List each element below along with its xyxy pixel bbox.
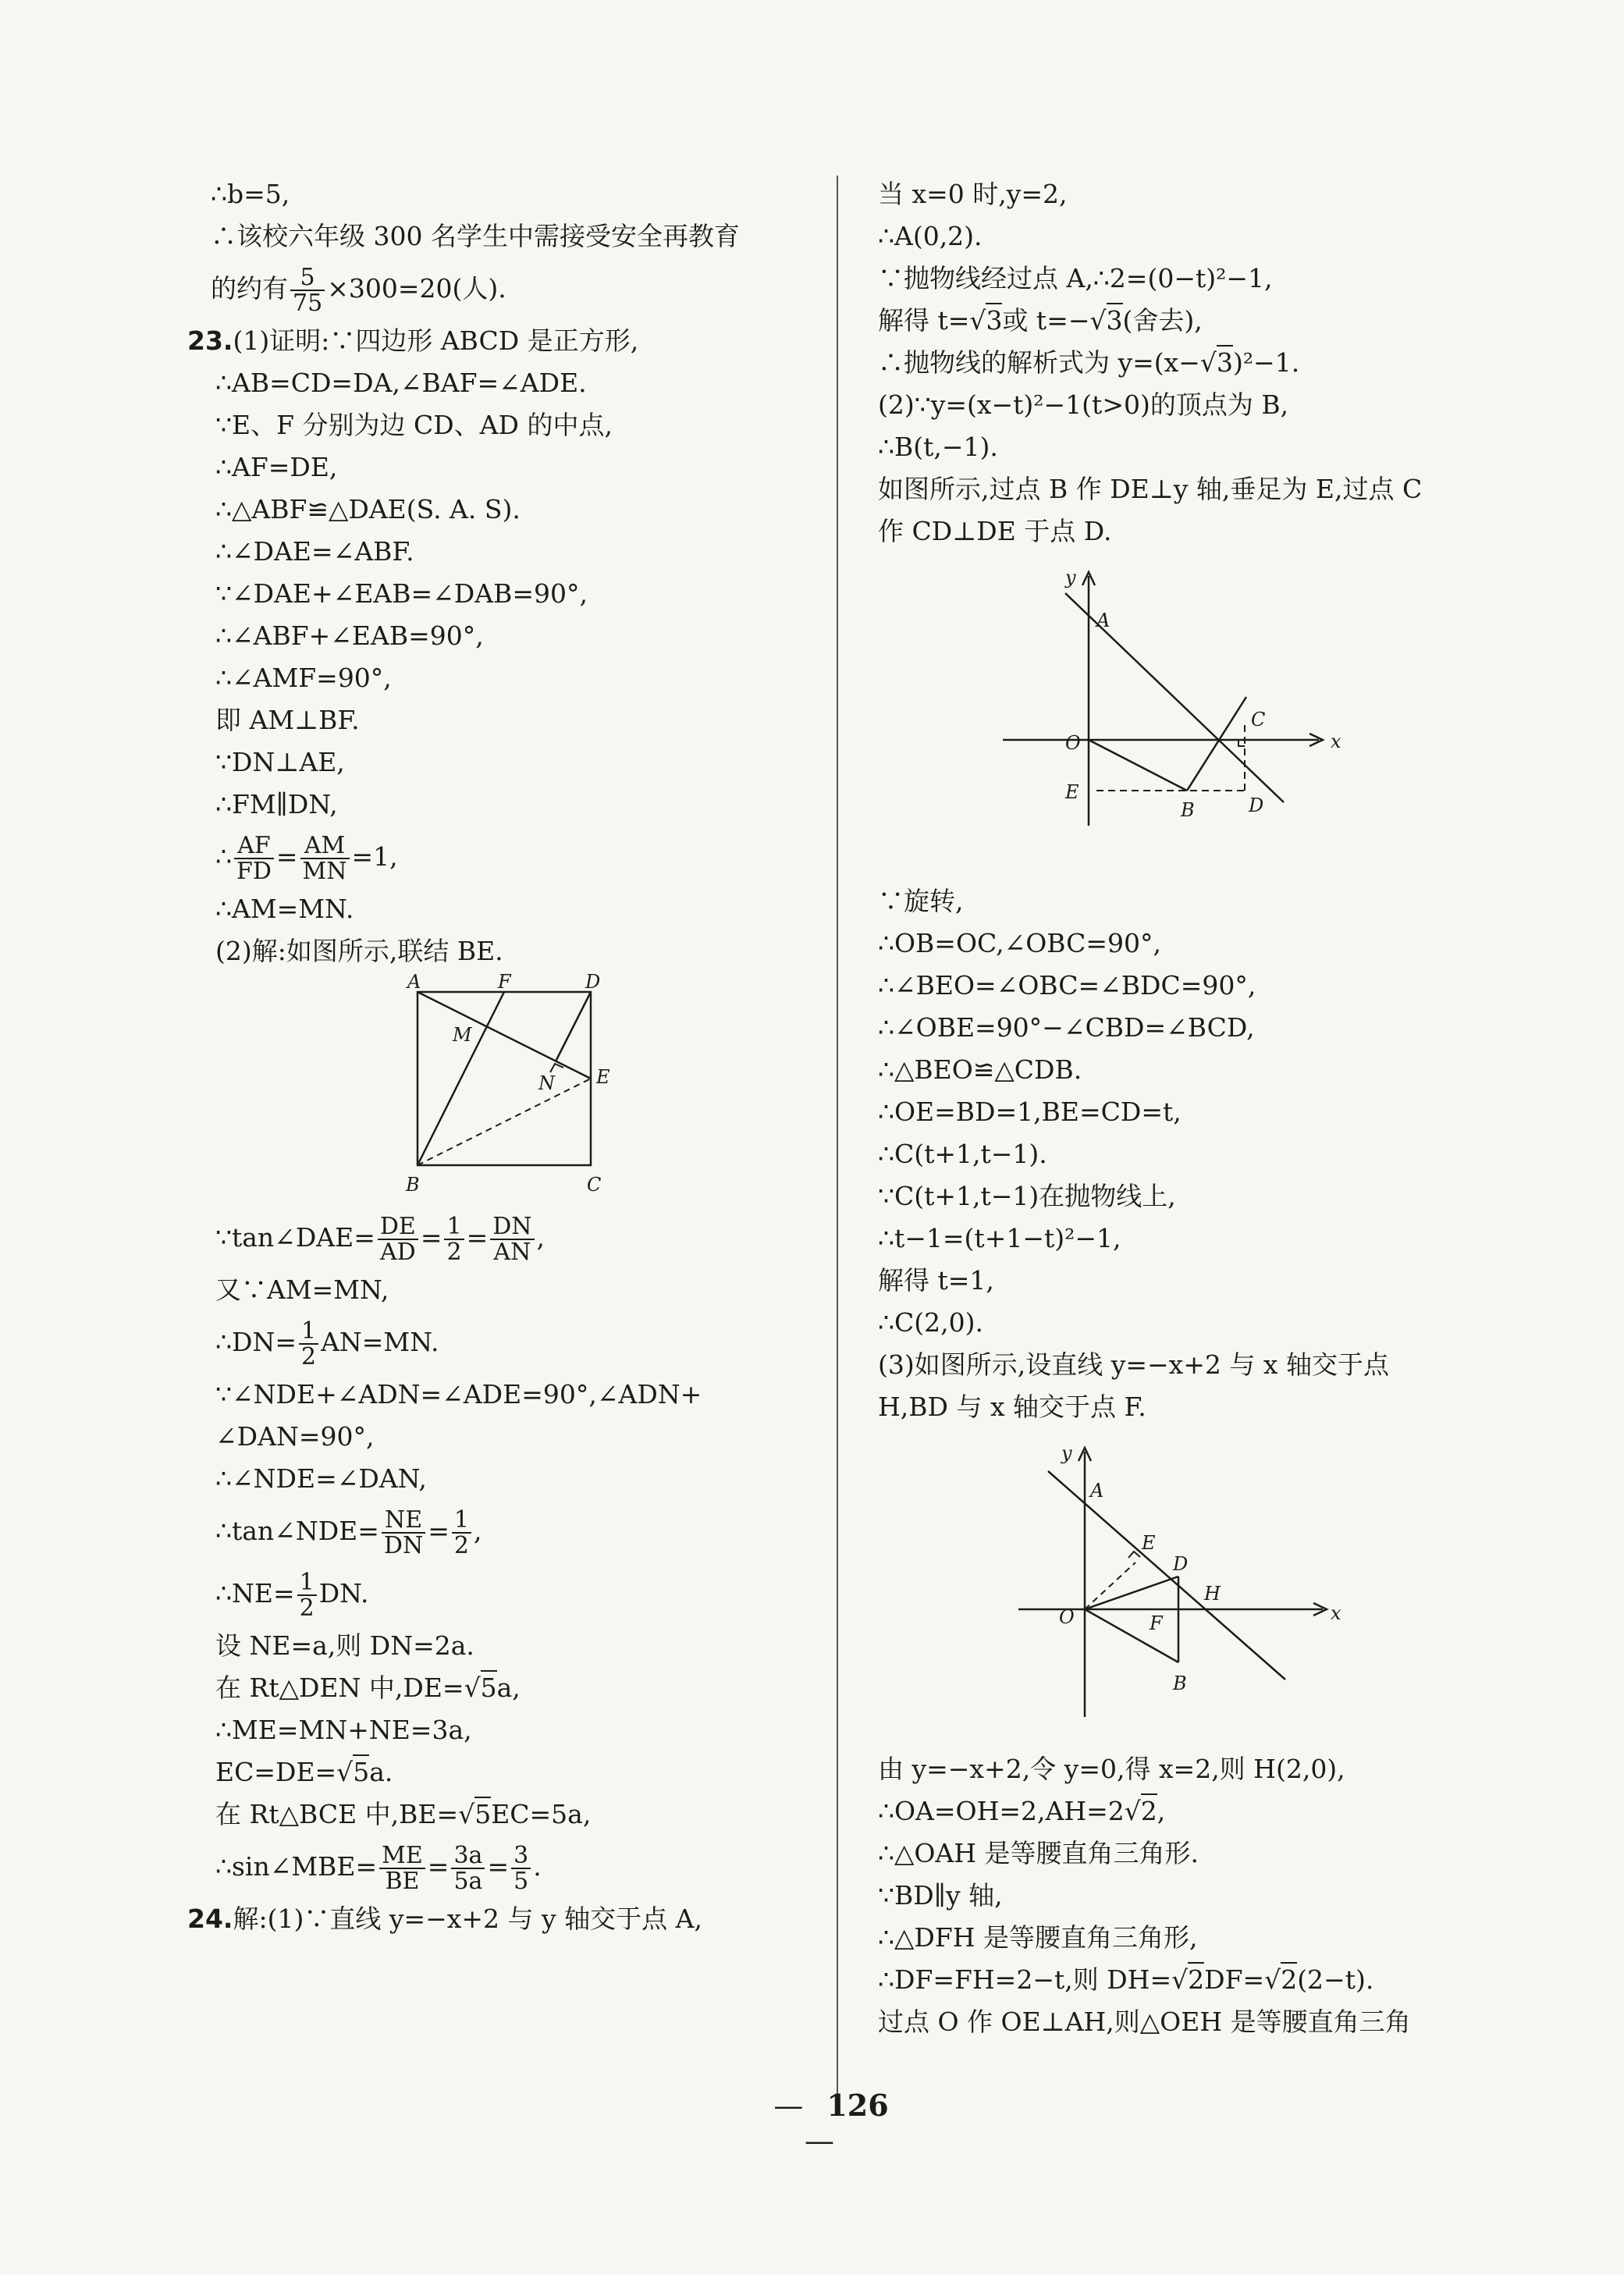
footer-dash-right: —	[805, 2124, 834, 2158]
text-line: 解得 t=1,	[878, 1265, 994, 1296]
point-label-E: E	[1142, 1532, 1156, 1554]
text-line: ∵E、F 分别为边 CD、AD 的中点,	[215, 410, 613, 440]
text-line: (2)解:如图所示,联结 BE.	[215, 936, 503, 966]
text-line: 如图所示,过点 B 作 DE⊥y 轴,垂足为 E,过点 C	[878, 474, 1423, 504]
fraction: $\frac{1}{2}$	[444, 1214, 464, 1265]
point-label-A: A	[1096, 610, 1111, 631]
point-label-M: M	[453, 1024, 472, 1046]
fraction: $\frac{3a}{5a}$	[451, 1843, 485, 1894]
text-line: ∴该校六年级 300 名学生中需接受安全再教育	[211, 221, 740, 251]
text-line: 解得 t=√3或 t=−√3(舍去),	[878, 300, 1479, 342]
fraction: $\frac{ME}{BE}$	[379, 1843, 425, 1894]
column-divider	[837, 176, 838, 2103]
point-label-B: B	[1173, 1672, 1187, 1694]
text-line: ∴FM∥DN,	[215, 789, 338, 819]
point-label-B: B	[1181, 799, 1195, 821]
text-line: 过点 O 作 OE⊥AH,则△OEH 是等腰直角三角	[878, 2007, 1411, 2037]
text-line: ∴∠DAE=∠ABF.	[215, 536, 414, 567]
text-line: ∴∠BEO=∠OBC=∠BDC=90°,	[878, 970, 1256, 1001]
point-label-A: A	[407, 972, 421, 993]
fraction: $\frac{5}{75}$	[290, 265, 325, 316]
right-column	[878, 173, 1479, 2043]
text-line: ∴C(2,0).	[878, 1307, 983, 1338]
text-line: ∴△BEO≌△CDB.	[878, 1054, 1082, 1085]
text-line: ∴OB=OC,∠OBC=90°,	[878, 928, 1162, 958]
fraction: $\frac{DE}{AD}$	[378, 1214, 418, 1265]
text-line: ∵DN⊥AE,	[215, 747, 345, 777]
text-line: ∵抛物线经过点 A,∴2=(0−t)²−1,	[878, 263, 1273, 293]
text-line: ∴∠OBE=90°−∠CBD=∠BCD,	[878, 1012, 1255, 1043]
point-label-D: D	[1173, 1553, 1189, 1575]
text-line: ∴AF=DE,	[215, 452, 338, 482]
text-line: ∵∠DAE+∠EAB=∠DAB=90°,	[215, 578, 588, 609]
text-line: ∴A(0,2).	[878, 221, 983, 251]
text-line: ∴DN= $\frac{1}{2}$ AN=MN.	[215, 1317, 439, 1370]
text-line: 当 x=0 时,y=2,	[878, 179, 1068, 209]
text-line: ∴DF=FH=2−t,则 DH=√2DF=√2(2−t).	[878, 1959, 1479, 2001]
text-line: ∴抛物线的解析式为 y=(x−√3)²−1.	[878, 342, 1479, 384]
footer-dash-left: —	[773, 2088, 804, 2123]
axis-label-y: y	[1061, 1442, 1072, 1464]
axis-label-x: x	[1331, 730, 1341, 752]
text-line: ∴△OAH 是等腰直角三角形.	[878, 1838, 1199, 1868]
text-line: ∴sin∠MBE= $\frac{ME}{BE}$ = $\frac{3a}{5a}$ = $\frac{3}{5}$ .	[215, 1841, 542, 1895]
point-label-N: N	[538, 1072, 555, 1094]
square-figure	[211, 972, 819, 1207]
text-line: 作 CD⊥DE 于点 D.	[878, 516, 1112, 546]
text-line: ∴OA=OH=2,AH=2√2,	[878, 1790, 1479, 1832]
text-line: ∴OE=BD=1,BE=CD=t,	[878, 1097, 1182, 1127]
text-line: ∴tan∠NDE= $\frac{NE}{DN}$ = $\frac{1}{2}$ ,	[215, 1505, 482, 1559]
text-line: ∴NE= $\frac{1}{2}$ DN.	[215, 1568, 369, 1622]
text-line: 的约有 $\frac{5}{75}$ ×300=20(人).	[211, 263, 506, 317]
point-label-D: D	[585, 972, 601, 993]
point-label-B: B	[406, 1174, 420, 1196]
text-line: ∴ $\frac{AF}{FD}$ = $\frac{AM}{MN}$ =1,	[215, 831, 398, 885]
text-line: 在 Rt△DEN 中,DE=√5a,	[211, 1667, 819, 1709]
question-number: 24.	[187, 1904, 233, 1934]
text-line: ∴△ABF≌△DAE(S. A. S).	[215, 494, 521, 524]
fraction: $\frac{1}{2}$	[297, 1570, 317, 1621]
point-label-H: H	[1204, 1583, 1221, 1605]
point-label-F: F	[1150, 1612, 1163, 1634]
text-line: ∴AM=MN.	[215, 894, 354, 924]
fraction: $\frac{AM}{MN}$	[300, 834, 350, 884]
fraction: $\frac{DN}{AN}$	[490, 1214, 534, 1265]
fraction: $\frac{3}{5}$	[511, 1843, 531, 1894]
text-line: ∴∠ABF+∠EAB=90°,	[215, 620, 484, 651]
text-line: ∵旋转,	[878, 886, 964, 916]
text-line: ∵∠NDE+∠ADN=∠ADE=90°,∠ADN+	[215, 1379, 702, 1409]
text-line: ∴B(t,−1).	[878, 432, 998, 462]
left-column	[187, 173, 819, 1940]
axis-label-x: x	[1331, 1602, 1341, 1624]
text-line: ∴AB=CD=DA,∠BAF=∠ADE.	[215, 368, 587, 398]
text-line: EC=DE=√5a.	[211, 1751, 819, 1793]
text-line: ∵tan∠DAE= $\frac{DE}{AD}$ = $\frac{1}{2}$ = $\frac{DN}{AN}$ ,	[215, 1212, 545, 1266]
page-footer	[741, 2088, 897, 2158]
text-line: ∴△DFH 是等腰直角三角形,	[878, 1922, 1198, 1953]
text-line: 即 AM⊥BF.	[215, 705, 360, 735]
point-label-C: C	[587, 1174, 602, 1196]
axis-label-y: y	[1065, 567, 1076, 588]
point-label-D: D	[1249, 794, 1264, 816]
text-line: 由 y=−x+2,令 y=0,得 x=2,则 H(2,0),	[878, 1754, 1345, 1784]
text-line: 在 Rt△BCE 中,BE=√5EC=5a,	[211, 1793, 819, 1836]
text-line: 设 NE=a,则 DN=2a.	[215, 1630, 474, 1661]
question-number: 23.	[187, 325, 233, 356]
text-line: ∴t−1=(t+1−t)²−1,	[878, 1223, 1121, 1253]
point-label-A: A	[1090, 1480, 1104, 1502]
coordinate-graph-1	[878, 553, 1479, 880]
point-label-F: F	[498, 972, 511, 993]
text-line: ∴b=5,	[211, 179, 290, 209]
text-line: ∴ME=MN+NE=3a,	[215, 1715, 472, 1745]
point-label-O: O	[1065, 732, 1081, 754]
text-line: ∴∠AMF=90°,	[215, 663, 392, 693]
text-line: 又∵AM=MN,	[215, 1274, 389, 1305]
text-line: ∠DAN=90°,	[215, 1421, 375, 1452]
text-line: (2)∵y=(x−t)²−1(t>0)的顶点为 B,	[878, 389, 1289, 420]
text-line: ∵BD∥y 轴,	[878, 1880, 1003, 1911]
fraction: $\frac{1}{2}$	[299, 1319, 318, 1370]
text-line: 23.(1)证明:∵四边形 ABCD 是正方形,	[187, 325, 639, 356]
point-label-O: O	[1059, 1606, 1075, 1628]
point-label-E: E	[596, 1066, 610, 1088]
coordinate-graph-2	[878, 1428, 1479, 1748]
text-line: ∴C(t+1,t−1).	[878, 1139, 1047, 1169]
fraction: $\frac{NE}{DN}$	[382, 1508, 425, 1559]
text-line: 24.解:(1)∵直线 y=−x+2 与 y 轴交于点 A,	[187, 1904, 702, 1934]
text-line: ∴∠NDE=∠DAN,	[215, 1463, 427, 1494]
page-number: 126	[826, 2088, 889, 2123]
fraction: $\frac{AF}{FD}$	[234, 834, 274, 884]
text-line: (3)如图所示,设直线 y=−x+2 与 x 轴交于点	[878, 1349, 1390, 1380]
fraction: $\frac{1}{2}$	[452, 1508, 471, 1559]
point-label-E: E	[1065, 781, 1079, 803]
point-label-C: C	[1251, 709, 1266, 730]
text-line: ∵C(t+1,t−1)在抛物线上,	[878, 1181, 1176, 1211]
text-line: H,BD 与 x 轴交于点 F.	[878, 1392, 1146, 1422]
